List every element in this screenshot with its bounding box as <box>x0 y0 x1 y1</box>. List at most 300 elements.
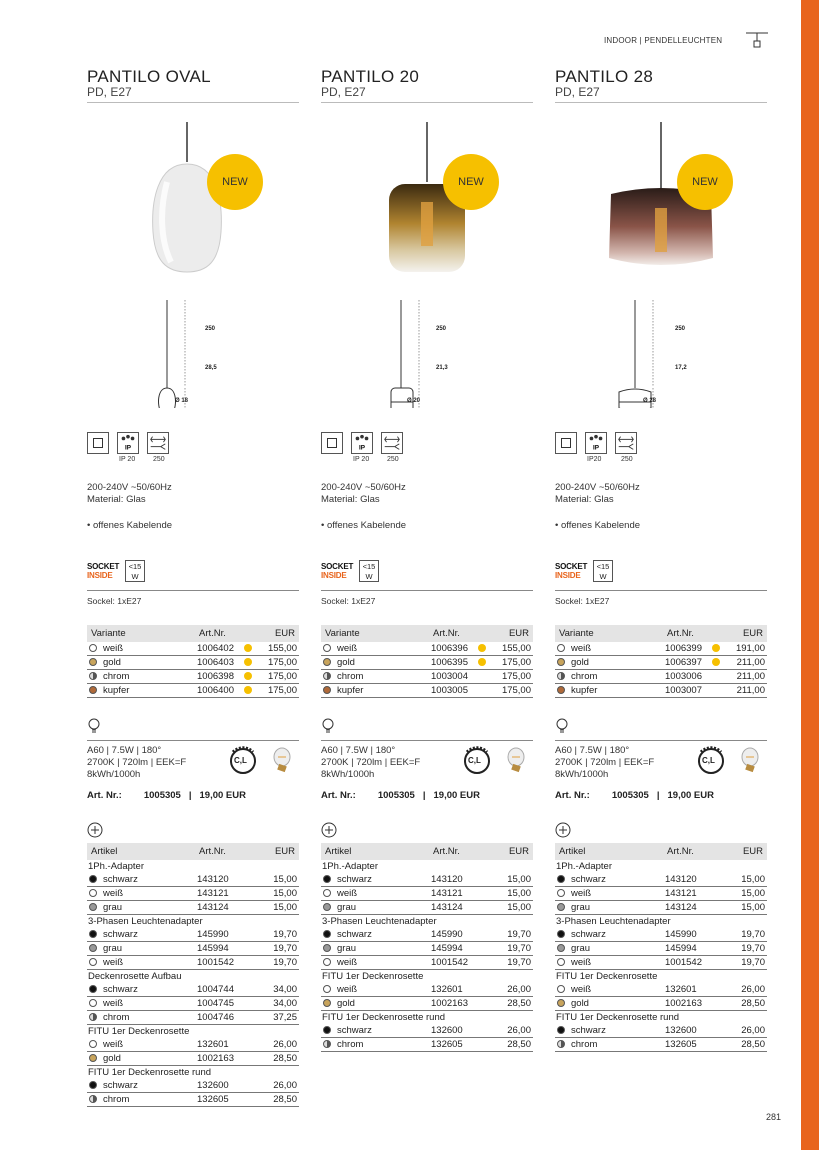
col-header: Artikel <box>321 843 429 860</box>
accessory-row[interactable] <box>555 956 767 970</box>
accessory-color: schwarz <box>571 1025 606 1036</box>
ip-rating-icon <box>117 432 139 454</box>
accessory-color: grau <box>337 943 357 954</box>
accessory-price: 15,00 <box>261 901 299 915</box>
accessory-price: 34,00 <box>261 983 299 997</box>
accessory-color: weiß <box>337 888 358 899</box>
accessory-art-nr: 1001542 <box>663 956 729 970</box>
availability-dot-icon <box>244 658 252 666</box>
col-header: EUR <box>495 625 533 642</box>
color-swatch-icon <box>557 944 565 952</box>
accessory-group-row <box>555 970 767 984</box>
color-swatch-icon <box>89 944 97 952</box>
variant-row[interactable] <box>321 656 533 670</box>
variant-row[interactable] <box>87 670 299 684</box>
color-swatch-icon <box>557 889 565 897</box>
accessory-art-nr: 132601 <box>429 983 495 997</box>
product-photo <box>555 122 767 282</box>
variant-art-nr: 1006398 <box>197 671 234 682</box>
accessory-art-nr: 143124 <box>429 901 495 915</box>
accessory-group-row <box>87 1025 299 1039</box>
voltage: 200-240V ~50/60Hz <box>87 482 172 493</box>
variant-price: 175,00 <box>495 656 533 670</box>
accessory-row[interactable] <box>87 997 299 1011</box>
accessory-color: gold <box>337 998 355 1009</box>
color-swatch-icon <box>323 672 331 680</box>
bulb-article: Art. Nr.: 1005305 | 19,00 EUR <box>87 790 246 801</box>
accessory-art-nr: 143124 <box>663 901 729 915</box>
color-swatch-icon <box>89 1054 97 1062</box>
product-column <box>87 67 299 1105</box>
color-swatch-icon <box>323 903 331 911</box>
accessory-group-row <box>555 860 767 873</box>
accessory-table <box>87 843 299 1107</box>
product-title: PANTILO OVAL <box>87 67 211 86</box>
color-swatch-icon <box>89 1040 97 1048</box>
cl-dimmable-icon: C,L <box>227 744 259 776</box>
ip-rating-icon <box>585 432 607 454</box>
light-bulb-icon <box>321 718 335 734</box>
variant-row[interactable] <box>87 684 299 698</box>
variant-table <box>321 625 533 698</box>
color-swatch-icon <box>89 999 97 1007</box>
accessory-row[interactable] <box>555 1024 767 1038</box>
color-swatch-icon <box>89 1081 97 1089</box>
accessory-price: 19,70 <box>261 928 299 942</box>
accessory-art-nr: 143121 <box>663 887 729 901</box>
variant-row[interactable] <box>555 670 767 684</box>
col-header: Variante <box>555 625 663 642</box>
accessory-art-nr: 143120 <box>663 873 729 887</box>
accessory-color: grau <box>337 902 357 913</box>
color-swatch-icon <box>557 1040 565 1048</box>
dim-diameter-label: Ø 28 <box>643 398 657 404</box>
accessory-price: 19,70 <box>495 942 533 956</box>
material: Material: Glas <box>321 494 380 505</box>
accessory-color: schwarz <box>337 929 372 940</box>
accessory-group-label: FITU 1er Deckenrosette rund <box>88 1067 212 1078</box>
variant-color: gold <box>103 657 121 668</box>
accessory-row[interactable] <box>321 997 533 1011</box>
accessory-art-nr: 143120 <box>429 873 495 887</box>
accessory-group-label: 1Ph.-Adapter <box>88 861 144 872</box>
variant-price: 175,00 <box>261 670 299 684</box>
color-swatch-icon <box>89 1095 97 1103</box>
accessory-art-nr: 143121 <box>195 887 261 901</box>
accessory-row[interactable] <box>87 901 299 915</box>
variant-color: weiß <box>337 643 358 654</box>
accessory-group-row <box>321 915 533 929</box>
accessory-art-nr: 1004744 <box>195 983 261 997</box>
accessory-row[interactable] <box>555 997 767 1011</box>
color-swatch-icon <box>89 644 97 652</box>
accessory-art-nr: 143120 <box>195 873 261 887</box>
col-header: Variante <box>87 625 195 642</box>
accessory-art-nr: 143121 <box>429 887 495 901</box>
accessory-art-nr: 132601 <box>195 1038 261 1052</box>
accessory-group-label: 3-Phasen Leuchtenadapter <box>322 916 437 927</box>
variant-row[interactable] <box>321 684 533 698</box>
new-badge: NEW <box>207 154 263 210</box>
dimension-drawing <box>147 296 247 408</box>
accessory-price: 19,70 <box>261 942 299 956</box>
accessory-group-row <box>87 970 299 984</box>
accessory-color: schwarz <box>337 1025 372 1036</box>
cable-label: 250 <box>621 456 633 463</box>
accessory-row[interactable] <box>87 1079 299 1093</box>
availability-dot-icon <box>244 672 252 680</box>
accessory-row[interactable] <box>87 1038 299 1052</box>
accessory-color: weiß <box>103 957 124 968</box>
accessory-color: schwarz <box>103 929 138 940</box>
accessory-art-nr: 132600 <box>429 1024 495 1038</box>
col-header: Art.Nr. <box>429 625 495 642</box>
accessory-color: gold <box>571 998 589 1009</box>
socket-inside-badge <box>321 560 421 582</box>
variant-price: 191,00 <box>729 642 767 656</box>
color-swatch-icon <box>89 672 97 680</box>
accessory-group-label: FITU 1er Deckenrosette <box>556 971 658 982</box>
accessory-group-row <box>87 860 299 873</box>
accessory-group-row <box>321 1011 533 1025</box>
accessory-group-row <box>555 915 767 929</box>
accessory-price: 15,00 <box>261 887 299 901</box>
accessory-group-label: 3-Phasen Leuchtenadapter <box>88 916 203 927</box>
accessory-art-nr: 132605 <box>663 1038 729 1052</box>
accessory-price: 15,00 <box>495 901 533 915</box>
accessory-row[interactable] <box>555 983 767 997</box>
color-swatch-icon <box>557 672 565 680</box>
sockel-info: Sockel: 1xE27 <box>321 596 376 606</box>
accessory-row[interactable] <box>87 887 299 901</box>
accessory-group-label: 3-Phasen Leuchtenadapter <box>556 916 671 927</box>
variant-row[interactable] <box>555 642 767 656</box>
section-header: INDOOR | PENDELLEUCHTEN <box>604 36 723 45</box>
icon-row <box>321 432 533 468</box>
color-swatch-icon <box>323 1026 331 1034</box>
accessory-price: 28,50 <box>729 997 767 1011</box>
bulb-spec: A60 | 7.5W | 180° 2700K | 720lm | EEK=F 8kWh/1000h <box>555 745 655 780</box>
variant-color: kupfer <box>571 685 598 696</box>
accessory-art-nr: 1004745 <box>195 997 261 1011</box>
color-swatch-icon <box>323 644 331 652</box>
bulb-spec: A60 | 7.5W | 180° 2700K | 720lm | EEK=F 8kWh/1000h <box>87 745 187 780</box>
accessory-price: 26,00 <box>729 1024 767 1038</box>
accessory-row[interactable] <box>321 873 533 887</box>
accessory-price: 28,50 <box>495 997 533 1011</box>
accessory-art-nr: 132600 <box>195 1079 261 1093</box>
variant-color: gold <box>571 657 589 668</box>
accessory-row[interactable] <box>321 901 533 915</box>
accessory-art-nr: 132605 <box>195 1093 261 1107</box>
svg-text:IP: IP <box>124 444 132 452</box>
material: Material: Glas <box>555 494 614 505</box>
sockel-info: Sockel: 1xE27 <box>87 596 142 606</box>
variant-color: weiß <box>103 643 124 654</box>
accessory-group-label: 1Ph.-Adapter <box>322 861 378 872</box>
accessory-color: weiß <box>337 984 358 995</box>
bulb-photo <box>501 746 527 776</box>
variant-art-nr: 1006395 <box>431 657 468 668</box>
availability-dot-icon <box>244 644 252 652</box>
variant-art-nr: 1006396 <box>431 643 468 654</box>
indoor-square-icon <box>555 432 577 454</box>
accessory-color: weiß <box>103 998 124 1009</box>
accessory-table <box>321 843 533 1052</box>
svg-text:IP: IP <box>592 444 600 452</box>
pendant-lamp-icon <box>746 31 768 49</box>
accessory-row[interactable] <box>321 1038 533 1052</box>
accessory-row[interactable] <box>321 1024 533 1038</box>
divider <box>321 740 533 741</box>
product-title: PANTILO 20 <box>321 67 420 86</box>
accessory-row[interactable] <box>555 942 767 956</box>
accessory-row[interactable] <box>555 873 767 887</box>
dim-diameter-label: Ø 20 <box>407 398 421 404</box>
variant-row[interactable] <box>321 642 533 656</box>
accessories-plus-icon <box>555 822 571 838</box>
svg-text:IP: IP <box>358 444 366 452</box>
accessory-row[interactable] <box>555 928 767 942</box>
accessory-color: schwarz <box>571 929 606 940</box>
accessory-color: weiß <box>337 957 358 968</box>
icon-row <box>555 432 767 468</box>
accessory-row[interactable] <box>87 956 299 970</box>
accessory-color: chrom <box>103 1012 130 1023</box>
col-header: Art.Nr. <box>663 625 729 642</box>
ip-rating-icon <box>351 432 373 454</box>
color-swatch-icon <box>323 658 331 666</box>
variant-color: chrom <box>103 671 130 682</box>
accessory-group-label: FITU 1er Deckenrosette <box>322 971 424 982</box>
electrical-spec <box>555 482 640 506</box>
accessory-row[interactable] <box>321 983 533 997</box>
col-header: Art.Nr. <box>195 843 261 860</box>
accessory-color: schwarz <box>571 874 606 885</box>
indoor-square-icon <box>87 432 109 454</box>
variant-row[interactable] <box>87 656 299 670</box>
col-header: EUR <box>729 843 767 860</box>
accessory-row[interactable] <box>87 928 299 942</box>
electrical-spec <box>321 482 406 506</box>
color-swatch-icon <box>323 944 331 952</box>
accessory-row[interactable] <box>555 887 767 901</box>
color-swatch-icon <box>323 930 331 938</box>
color-swatch-icon <box>89 930 97 938</box>
accessory-art-nr: 145994 <box>195 942 261 956</box>
accessory-art-nr: 145994 <box>429 942 495 956</box>
accessory-color: weiß <box>103 1039 124 1050</box>
accessory-price: 15,00 <box>729 901 767 915</box>
accessory-color: grau <box>103 902 123 913</box>
accessory-row[interactable] <box>321 887 533 901</box>
sockel-info: Sockel: 1xE27 <box>555 596 610 606</box>
accessory-row[interactable] <box>321 956 533 970</box>
feature-item: • offenes Kabelende <box>87 520 173 531</box>
dim-height-label: 250 <box>205 326 216 332</box>
accessory-price: 15,00 <box>729 873 767 887</box>
socket-inside-logo: SOCKET INSIDE <box>555 562 588 580</box>
accessory-price: 19,70 <box>729 942 767 956</box>
variant-art-nr: 1006397 <box>665 657 702 668</box>
material: Material: Glas <box>87 494 146 505</box>
product-column <box>321 67 533 1050</box>
accessory-price: 26,00 <box>261 1079 299 1093</box>
accessory-art-nr: 1002163 <box>195 1052 261 1066</box>
variant-art-nr: 1006399 <box>665 643 702 654</box>
accessory-row[interactable] <box>321 928 533 942</box>
indoor-square-icon <box>321 432 343 454</box>
dim-body-label: 21,3 <box>436 365 448 371</box>
accessory-color: schwarz <box>103 984 138 995</box>
max-wattage-box: <15 W <box>125 560 145 582</box>
accessory-price: 34,00 <box>261 997 299 1011</box>
accessory-price: 19,70 <box>495 928 533 942</box>
bulb-article: Art. Nr.: 1005305 | 19,00 EUR <box>321 790 480 801</box>
variant-price: 211,00 <box>729 670 767 684</box>
color-swatch-icon <box>557 875 565 883</box>
color-swatch-icon <box>89 1013 97 1021</box>
variant-color: gold <box>337 657 355 668</box>
accessory-art-nr: 143124 <box>195 901 261 915</box>
accessory-row[interactable] <box>87 1011 299 1025</box>
icon-row <box>87 432 299 468</box>
color-swatch-icon <box>323 875 331 883</box>
dim-height-label: 250 <box>675 326 686 332</box>
accessory-price: 15,00 <box>261 873 299 887</box>
accessory-group-label: FITU 1er Deckenrosette rund <box>322 1012 446 1023</box>
variant-price: 155,00 <box>495 642 533 656</box>
variant-table <box>555 625 767 698</box>
socket-inside-logo: SOCKET INSIDE <box>321 562 354 580</box>
variant-row[interactable] <box>555 684 767 698</box>
accessory-row[interactable] <box>87 983 299 997</box>
availability-dot-icon <box>478 658 486 666</box>
accessory-row[interactable] <box>555 1038 767 1052</box>
accessory-art-nr: 145990 <box>429 928 495 942</box>
variant-table <box>87 625 299 698</box>
voltage: 200-240V ~50/60Hz <box>321 482 406 493</box>
socket-inside-badge <box>87 560 187 582</box>
color-swatch-icon <box>89 958 97 966</box>
accessory-color: grau <box>571 943 591 954</box>
variant-art-nr: 1003004 <box>431 671 468 682</box>
accessory-group-label: Deckenrosette Aufbau <box>88 971 182 982</box>
divider <box>555 590 767 591</box>
accessory-group-row <box>555 1011 767 1025</box>
variant-color: kupfer <box>337 685 364 696</box>
accessory-price: 28,50 <box>729 1038 767 1052</box>
variant-price: 175,00 <box>495 684 533 698</box>
accessory-art-nr: 145990 <box>195 928 261 942</box>
light-bulb-icon <box>87 718 101 734</box>
dim-height-label: 250 <box>436 326 447 332</box>
dim-body-label: 28,5 <box>205 365 217 371</box>
product-subtitle: PD, E27 <box>87 86 299 103</box>
feature-item: • offenes Kabelende <box>321 520 407 531</box>
accessory-color: gold <box>103 1053 121 1064</box>
dim-body-label: 17,2 <box>675 365 687 371</box>
accessory-art-nr: 132601 <box>663 983 729 997</box>
accessory-price: 28,50 <box>261 1052 299 1066</box>
accessory-price: 26,00 <box>729 983 767 997</box>
col-header: Art.Nr. <box>429 843 495 860</box>
accessory-price: 15,00 <box>495 873 533 887</box>
cable-label: 250 <box>153 456 165 463</box>
dimension-drawing <box>615 296 715 408</box>
socket-inside-logo: SOCKET INSIDE <box>87 562 120 580</box>
variant-color: kupfer <box>103 685 130 696</box>
accessory-group-label: 1Ph.-Adapter <box>556 861 612 872</box>
accessory-row[interactable] <box>87 1052 299 1066</box>
accessory-row[interactable] <box>87 942 299 956</box>
accessory-color: weiß <box>571 957 592 968</box>
color-swatch-icon <box>323 1040 331 1048</box>
light-bulb-icon <box>555 718 569 734</box>
variant-art-nr: 1003005 <box>431 685 468 696</box>
variant-price: 175,00 <box>495 670 533 684</box>
accessory-art-nr: 1001542 <box>429 956 495 970</box>
col-header: EUR <box>261 625 299 642</box>
accessory-price: 19,70 <box>729 928 767 942</box>
accessory-price: 26,00 <box>261 1038 299 1052</box>
col-header: Art.Nr. <box>663 843 729 860</box>
col-header: EUR <box>729 625 767 642</box>
variant-color: chrom <box>571 671 598 682</box>
bulb-photo <box>735 746 761 776</box>
cable-label: 250 <box>387 456 399 463</box>
color-swatch-icon <box>557 686 565 694</box>
dimension-drawing <box>381 296 481 408</box>
variant-row[interactable] <box>321 670 533 684</box>
ip-label: IP 20 <box>119 456 136 463</box>
orange-side-bar <box>801 0 819 1150</box>
variant-price: 155,00 <box>261 642 299 656</box>
feature-item: • offenes Kabelende <box>555 520 641 531</box>
accessory-row[interactable] <box>555 901 767 915</box>
accessory-price: 15,00 <box>729 887 767 901</box>
color-swatch-icon <box>557 1026 565 1034</box>
cl-dimmable-icon: C,L <box>695 744 727 776</box>
variant-art-nr: 1006400 <box>197 685 234 696</box>
accessory-row[interactable] <box>87 1093 299 1107</box>
ip-label: IP 20 <box>353 456 370 463</box>
accessory-color: schwarz <box>103 874 138 885</box>
accessory-price: 19,70 <box>261 956 299 970</box>
color-swatch-icon <box>89 985 97 993</box>
variant-row[interactable] <box>555 656 767 670</box>
variant-art-nr: 1006403 <box>197 657 234 668</box>
accessory-group-label: FITU 1er Deckenrosette rund <box>556 1012 680 1023</box>
accessory-row[interactable] <box>87 873 299 887</box>
product-subtitle: PD, E27 <box>555 86 767 103</box>
accessory-group-row <box>87 1066 299 1080</box>
variant-row[interactable] <box>87 642 299 656</box>
color-swatch-icon <box>323 999 331 1007</box>
col-header: Variante <box>321 625 429 642</box>
accessory-art-nr: 132600 <box>663 1024 729 1038</box>
color-swatch-icon <box>89 875 97 883</box>
accessory-price: 19,70 <box>495 956 533 970</box>
variant-art-nr: 1006402 <box>197 643 234 654</box>
divider <box>321 590 533 591</box>
accessory-price: 37,25 <box>261 1011 299 1025</box>
availability-dot-icon <box>712 658 720 666</box>
variant-color: chrom <box>337 671 364 682</box>
divider <box>555 740 767 741</box>
accessory-price: 15,00 <box>495 887 533 901</box>
accessory-row[interactable] <box>321 942 533 956</box>
